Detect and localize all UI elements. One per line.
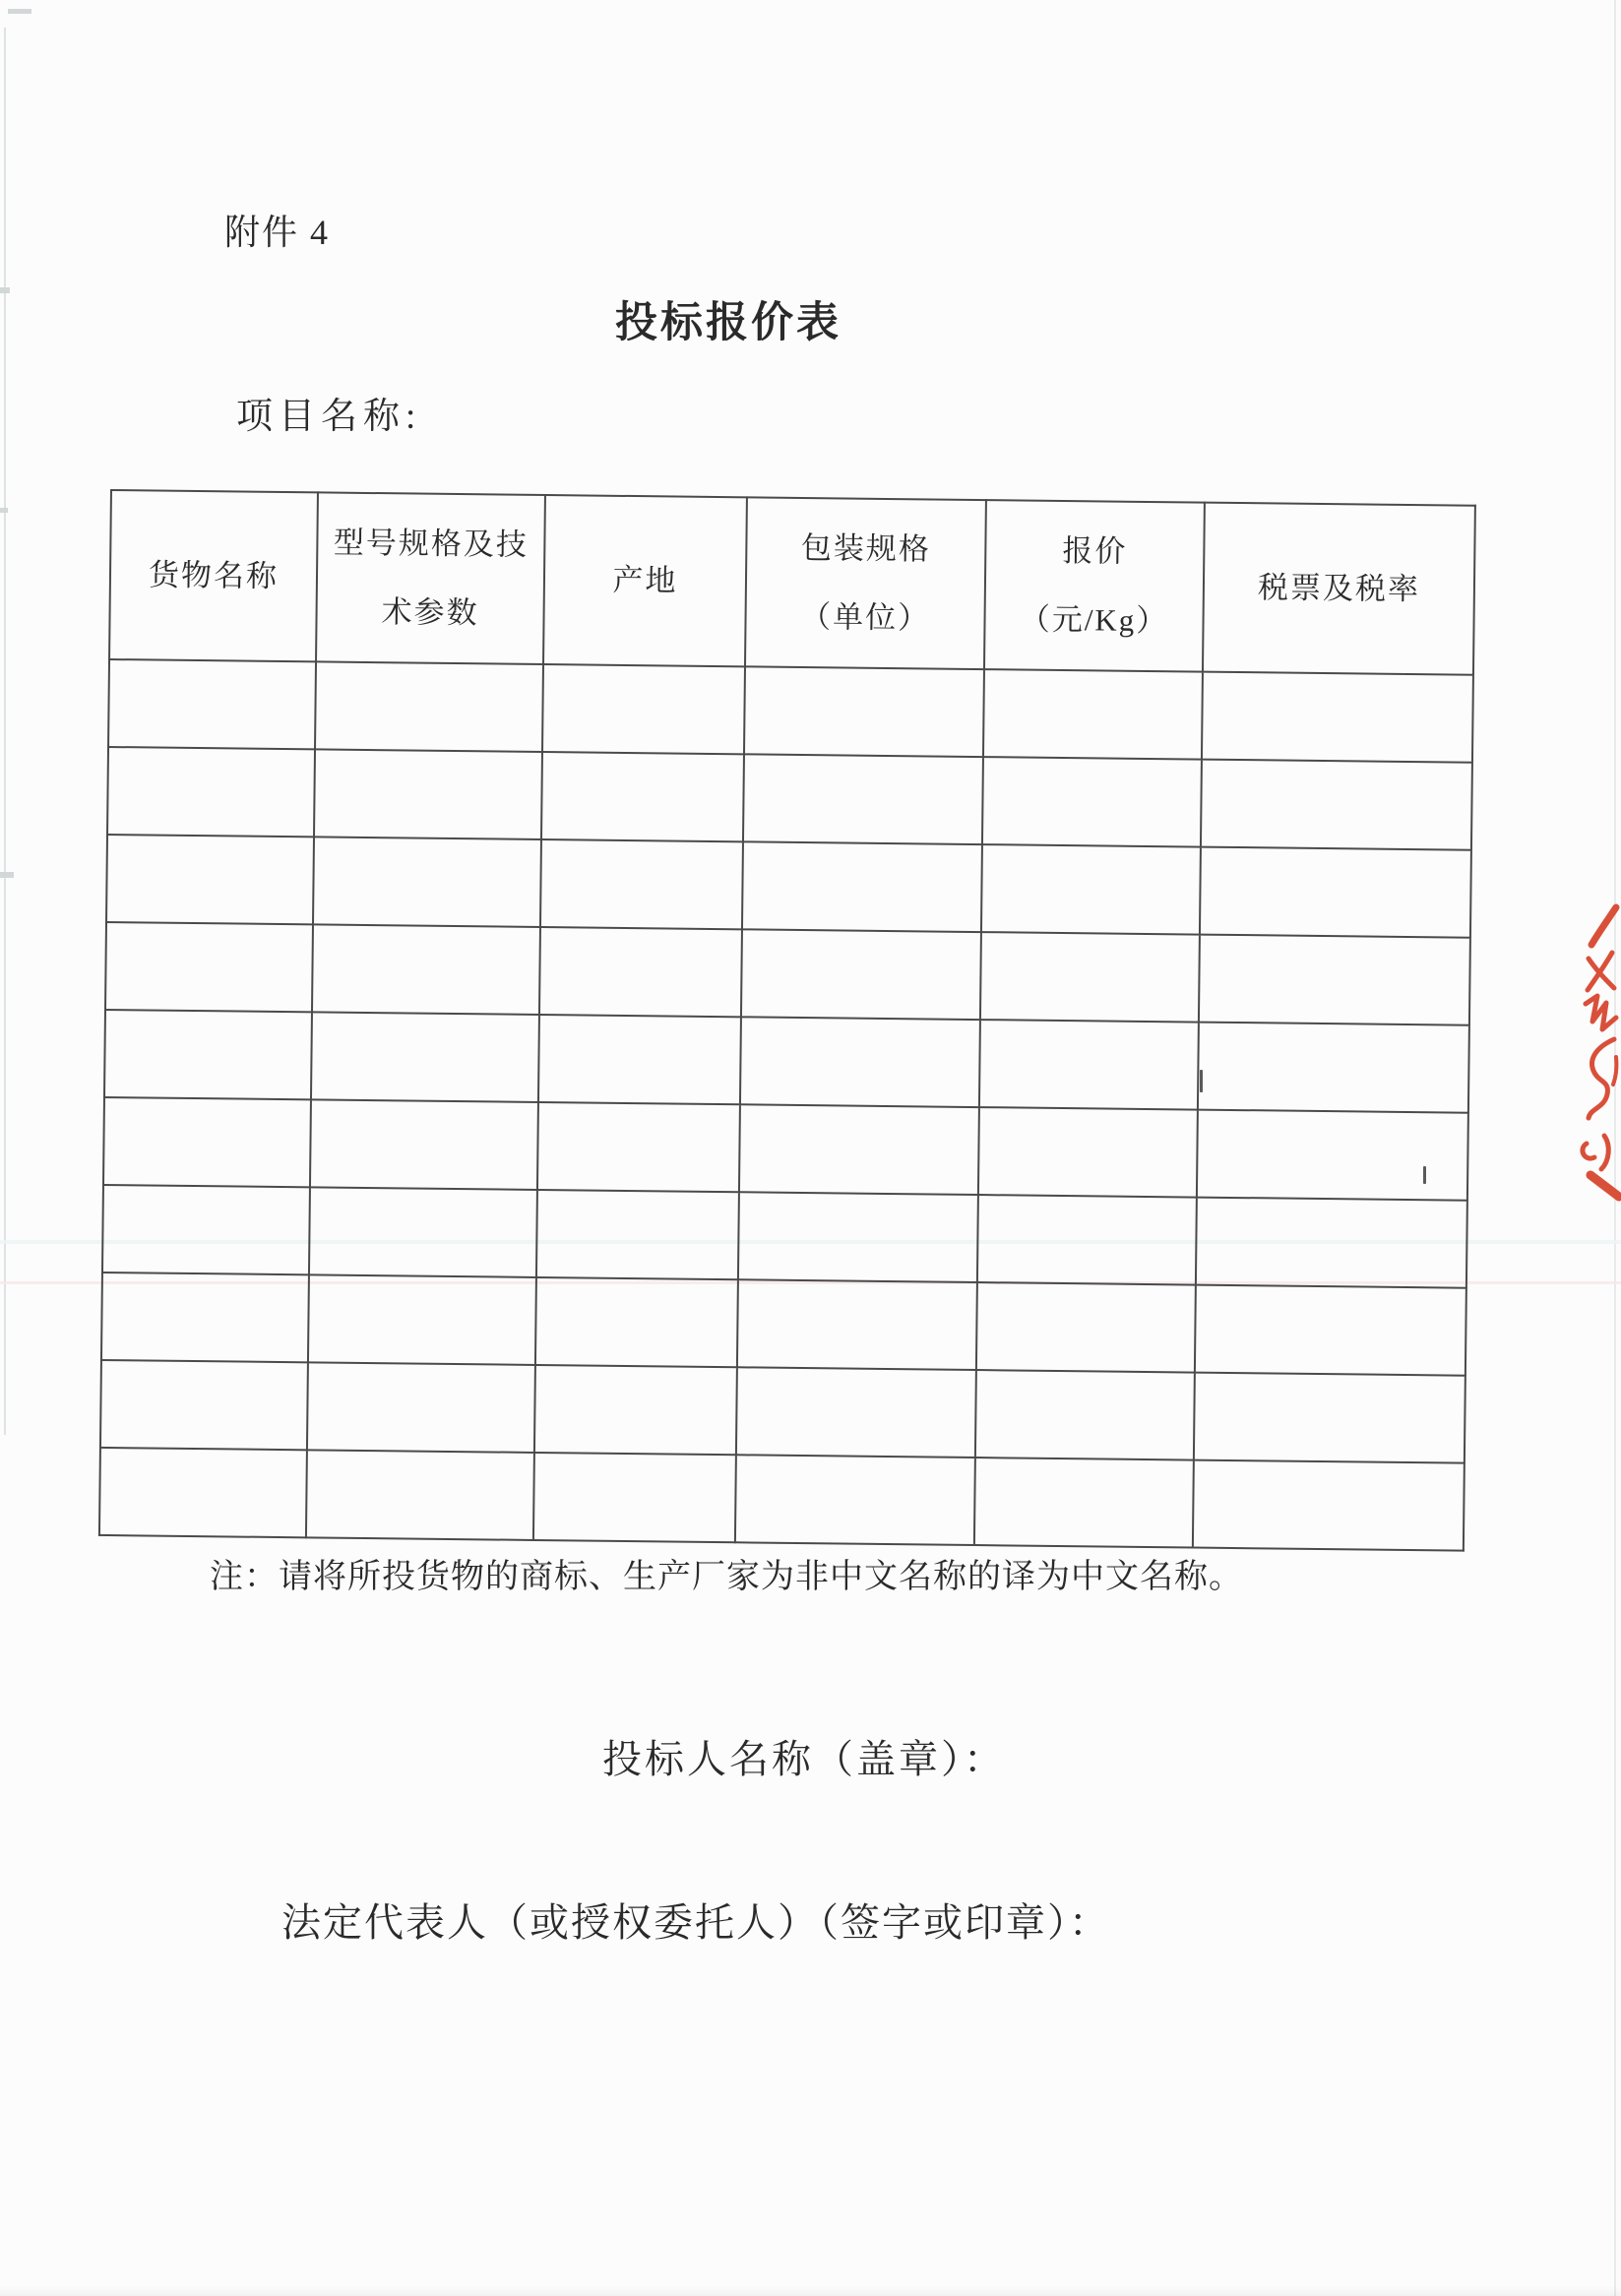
table-cell <box>1200 847 1471 938</box>
table-cell <box>311 1012 539 1102</box>
attachment-label: 附件 4 <box>224 213 331 252</box>
table-cell <box>1202 672 1473 763</box>
table-cell <box>106 835 314 924</box>
column-header-1: 型号规格及技 术参数 <box>316 492 545 664</box>
header-row <box>109 490 1475 675</box>
column-header-0: 货物名称 <box>109 490 318 661</box>
table-cell <box>1198 1023 1469 1113</box>
note-text: 注：请将所投货物的商标、生产厂家为非中文名称的译为中文名称。 <box>210 1559 1243 1595</box>
table-body <box>99 659 1473 1551</box>
table-cell <box>1201 760 1472 850</box>
table-cell <box>540 839 743 929</box>
table-cell <box>536 1190 739 1279</box>
table-row <box>108 659 1473 763</box>
table-cell <box>736 1367 976 1458</box>
column-header-4: 报价 （元/Kg） <box>984 500 1205 672</box>
table-cell <box>312 924 540 1015</box>
table-cell <box>108 659 316 749</box>
table-cell <box>310 1099 538 1190</box>
table-cell <box>535 1277 738 1367</box>
table-cell <box>538 1015 741 1104</box>
red-handwriting-mark <box>1579 901 1621 1207</box>
table-cell <box>105 922 313 1012</box>
project-name-label: 项目名称: <box>236 397 422 437</box>
table-cell <box>99 1448 307 1537</box>
table-cell <box>315 661 543 752</box>
table-cell <box>739 1104 979 1195</box>
table-cell <box>1195 1285 1466 1376</box>
table-cell <box>741 929 981 1020</box>
table-cell <box>307 1362 535 1453</box>
table-cell <box>740 1017 980 1107</box>
table-cell <box>102 1185 310 1274</box>
table-row <box>102 1185 1467 1288</box>
quotation-table <box>98 489 1474 1552</box>
table-cell <box>100 1360 308 1450</box>
column-header-5: 税票及税率 <box>1203 503 1475 675</box>
table-cell <box>534 1365 737 1455</box>
table-cell <box>738 1192 978 1282</box>
table-cell <box>537 1102 740 1192</box>
table-cell <box>314 749 542 839</box>
scan-dust-mark <box>0 508 8 513</box>
table-cell <box>309 1187 537 1277</box>
table-row <box>103 1097 1468 1201</box>
table-cell <box>976 1282 1196 1373</box>
scan-bottom-shadow <box>0 2286 1621 2296</box>
table-cell <box>978 1107 1198 1198</box>
table-cell <box>977 1195 1197 1285</box>
table-row <box>105 922 1470 1025</box>
table-cell <box>539 927 742 1017</box>
table-cell <box>1196 1198 1467 1288</box>
legal-representative-line: 法定代表人（或授权委托人）（签字或印章）： <box>281 1900 1110 1945</box>
table-cell <box>313 837 541 927</box>
table-cell <box>308 1274 536 1365</box>
table-cell <box>735 1455 975 1545</box>
table-cell <box>737 1279 977 1370</box>
table-cell <box>103 1097 311 1187</box>
table-cell <box>101 1272 309 1362</box>
table-cell <box>1194 1373 1465 1463</box>
table-cell <box>975 1370 1195 1460</box>
table-row <box>106 835 1471 938</box>
table-cell <box>981 844 1201 935</box>
table-cell <box>104 1010 312 1099</box>
table-cell <box>743 754 983 844</box>
table-row <box>104 1010 1469 1113</box>
bidder-seal-line: 投标人名称（盖章）： <box>602 1737 1006 1781</box>
page-title: 投标报价表 <box>615 300 842 346</box>
table-cell <box>541 752 744 841</box>
table-cell <box>1197 1110 1468 1201</box>
table-cell <box>979 1020 1199 1110</box>
table-cell <box>107 747 315 837</box>
table-row <box>99 1448 1465 1551</box>
table-cell <box>1193 1460 1465 1551</box>
scan-edge-line-left <box>4 28 6 1435</box>
quotation-table-grid <box>98 489 1476 1552</box>
table-row <box>100 1360 1465 1463</box>
table-cell <box>974 1458 1194 1548</box>
table-cell <box>306 1450 534 1540</box>
table-cell <box>982 757 1202 847</box>
table-cell <box>983 669 1203 760</box>
table-cell <box>1199 935 1470 1025</box>
table-cell <box>980 932 1200 1023</box>
scan-dust-mark <box>0 287 10 293</box>
scan-dust-mark <box>8 9 31 14</box>
scan-dust-mark <box>0 872 14 878</box>
table-cell <box>542 664 745 754</box>
table-cell <box>742 841 982 932</box>
table-cell <box>533 1453 736 1542</box>
column-header-2: 产地 <box>543 495 747 666</box>
column-header-3: 包装规格 （单位） <box>745 497 986 669</box>
table-row <box>107 747 1472 850</box>
table-row <box>101 1272 1466 1376</box>
table-cell <box>744 666 984 757</box>
